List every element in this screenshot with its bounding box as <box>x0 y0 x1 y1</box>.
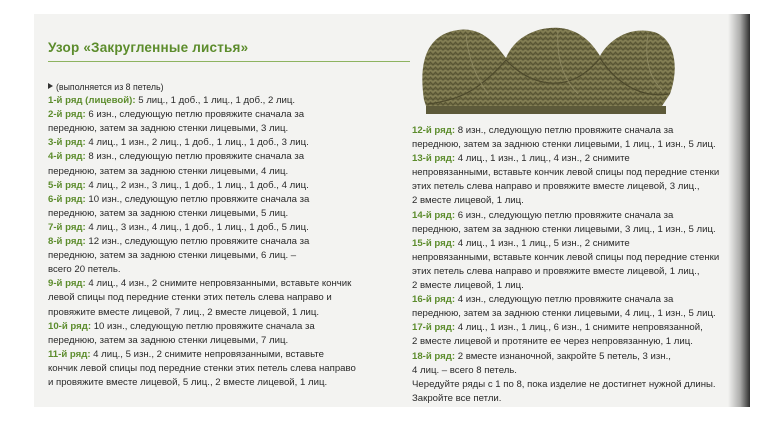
row-label: 1-й ряд (лицевой): <box>48 95 136 107</box>
row-text: переднюю, затем за заднюю стенки лицевыми, 3 лиц. <box>48 123 289 135</box>
instructions-right-column <box>412 124 738 406</box>
row-line <box>412 223 738 237</box>
row-line <box>48 235 410 249</box>
title-divider <box>48 61 410 62</box>
row-text: переднюю, затем за заднюю стенки лицевыми, 1 лиц., 1 изн., 5 лиц. <box>412 139 716 151</box>
row-text: всего 20 петель. <box>48 264 121 276</box>
row-line <box>412 364 738 378</box>
row-text: 8 изн., следующую петлю провяжите сначала за <box>455 125 674 136</box>
row-label: 9-й ряд: <box>48 278 86 290</box>
row-line <box>48 348 410 362</box>
stitch-count-note <box>48 80 410 94</box>
row-line <box>412 251 738 265</box>
row-label: 5-й ряд: <box>48 179 86 191</box>
row-text: непровязанными, вставьте кончик левой спицы под передние стенки <box>412 167 720 179</box>
row-line <box>48 362 410 376</box>
row-line <box>48 150 410 164</box>
row-line <box>412 209 738 223</box>
row-text: 4 изн., следующую петлю провяжите сначала за <box>455 294 674 306</box>
row-line <box>48 334 410 348</box>
book-spine-shadow <box>728 14 750 407</box>
row-line <box>48 94 410 108</box>
row-label: 16-й ряд: <box>412 294 456 306</box>
row-text: 4 лиц., 1 изн., 1 лиц., 6 изн., 1 снимите непровязанной, <box>455 322 703 334</box>
row-line <box>412 237 738 251</box>
row-label: 11-й ряд: <box>48 348 91 360</box>
row-line <box>412 335 738 349</box>
row-line <box>412 321 738 335</box>
row-label: 4-й ряд: <box>48 151 86 163</box>
row-text: 2 вместе изнаночной, закройте 5 петель, 3 изн., <box>455 350 671 362</box>
row-text: 4 лиц., 3 изн., 4 лиц., 1 доб., 1 лиц., 1 доб., 5 лиц. <box>85 221 309 233</box>
row-line <box>48 291 410 305</box>
row-line <box>48 249 410 263</box>
note-text: (выполняется из 8 петель) <box>56 82 164 92</box>
closing-line-2: Закройте все петли. <box>412 392 502 404</box>
row-text: переднюю, затем за заднюю стенки лицевыми, 7 лиц. <box>48 334 289 346</box>
row-line <box>48 179 410 193</box>
row-line <box>48 263 410 277</box>
row-text: 2 вместе лицевой, 1 лиц. <box>412 280 524 292</box>
row-label: 2-й ряд: <box>48 109 86 121</box>
row-line <box>412 152 738 166</box>
row-line <box>48 320 410 334</box>
row-label: 3-й ряд: <box>48 137 86 149</box>
row-line <box>48 193 410 207</box>
row-text: 4 лиц., 4 изн., 2 снимите непровязанными, вставьте кончик <box>85 278 352 290</box>
row-line <box>412 279 738 293</box>
row-text: 10 изн., следующую петлю провяжите сначала за <box>91 320 315 332</box>
row-text: 5 лиц., 1 доб., 1 лиц., 1 доб., 2 лиц. <box>135 95 296 107</box>
row-line <box>48 221 410 235</box>
row-text: и провяжите вместе лицевой, 5 лиц., 2 вместе лицевой, 1 лиц. <box>48 376 328 388</box>
row-text: переднюю, затем за заднюю стенки лицевыми, 6 лиц. – <box>48 250 297 262</box>
row-line <box>48 136 410 150</box>
row-text: непровязанными, вставьте кончик левой спицы под передние стенки <box>412 251 720 263</box>
row-line <box>412 293 738 307</box>
row-line <box>48 108 410 122</box>
row-label: 7-й ряд: <box>48 221 86 233</box>
row-label: 12-й ряд: <box>412 125 456 136</box>
rows-left-list <box>48 94 410 390</box>
row-text: левой спицы под передние стенки этих петель слева направо и <box>48 292 332 304</box>
row-label: 18-й ряд: <box>412 350 456 362</box>
row-text: этих петель слева направо и провяжите вместе лицевой, 1 лиц., <box>412 265 700 277</box>
row-text: 2 вместе лицевой, 1 лиц. <box>412 195 524 207</box>
row-label: 8-й ряд: <box>48 236 86 248</box>
row-text: 4 лиц., 1 изн., 2 лиц., 1 доб., 1 лиц., 1 доб., 3 лиц. <box>85 137 309 149</box>
row-line <box>412 180 738 194</box>
row-line <box>48 277 410 291</box>
row-text: 6 изн., следующую петлю провяжите сначала за <box>85 109 305 121</box>
row-text: 2 вместе лицевой и протяните ее через непровязанную, 1 лиц. <box>412 336 693 348</box>
row-text: 4 лиц., 1 изн., 1 лиц., 4 изн., 2 снимите <box>455 153 630 165</box>
row-text: 10 изн., следующую петлю провяжите сначала за <box>85 193 310 205</box>
row-line <box>48 165 410 179</box>
row-text: 12 изн., следующую петлю провяжите сначала за <box>85 236 310 248</box>
pattern-title: Узор «Закругленные листья» <box>48 40 249 55</box>
row-label: 17-й ряд: <box>412 322 456 334</box>
row-label: 10-й ряд: <box>48 320 92 332</box>
row-line <box>412 350 738 364</box>
row-line <box>412 138 738 152</box>
row-line <box>48 122 410 136</box>
row-text: 4 лиц., 1 изн., 1 лиц., 5 изн., 2 снимите <box>455 237 630 249</box>
row-text: переднюю, затем за заднюю стенки лицевыми, 4 лиц. <box>48 165 289 177</box>
row-text: 4 лиц. – всего 8 петель. <box>412 364 517 376</box>
row-text: 8 изн., следующую петлю провяжите сначала за <box>85 151 305 163</box>
closing-line-1: Чередуйте ряды с 1 по 8, пока изделие не достигнет нужной длины. <box>412 378 716 390</box>
row-text: 4 лиц., 2 изн., 3 лиц., 1 доб., 1 лиц., 1 доб., 4 лиц. <box>85 179 309 191</box>
row-text: кончик левой спицы под передние стенки этих петель слева направо <box>48 362 356 374</box>
rows-right-list <box>412 124 738 378</box>
row-label: 6-й ряд: <box>48 193 86 205</box>
row-label: 14-й ряд: <box>412 209 456 221</box>
row-line <box>412 307 738 321</box>
row-label: 13-й ряд: <box>412 153 456 165</box>
book-page <box>34 14 750 407</box>
row-label: 15-й ряд: <box>412 237 456 249</box>
row-line <box>412 265 738 279</box>
row-text: 6 изн., следующую петлю провяжите сначала за <box>455 209 674 221</box>
instructions-left-column <box>48 80 410 390</box>
row-text: переднюю, затем за заднюю стенки лицевыми, 5 лиц. <box>48 207 289 219</box>
row-text: этих петель слева направо и провяжите вместе лицевой, 3 лиц., <box>412 181 700 193</box>
row-line <box>412 124 738 138</box>
row-line <box>412 166 738 180</box>
row-line <box>412 194 738 208</box>
row-line <box>48 306 410 320</box>
bullet-arrow-icon <box>48 83 53 89</box>
row-line <box>48 376 410 390</box>
row-text: переднюю, затем за заднюю стенки лицевыми, 3 лиц., 1 изн., 5 лиц. <box>412 223 716 235</box>
row-text: провяжите вместе лицевой, 7 лиц., 2 вместе лицевой, 1 лиц. <box>48 306 320 318</box>
row-text: 4 лиц., 5 изн., 2 снимите непровязанными, вставьте <box>90 348 324 360</box>
knitted-leaves-photo <box>418 20 680 128</box>
row-text: переднюю, затем за заднюю стенки лицевыми, 4 лиц., 1 изн., 5 лиц. <box>412 308 716 320</box>
row-line <box>48 207 410 221</box>
